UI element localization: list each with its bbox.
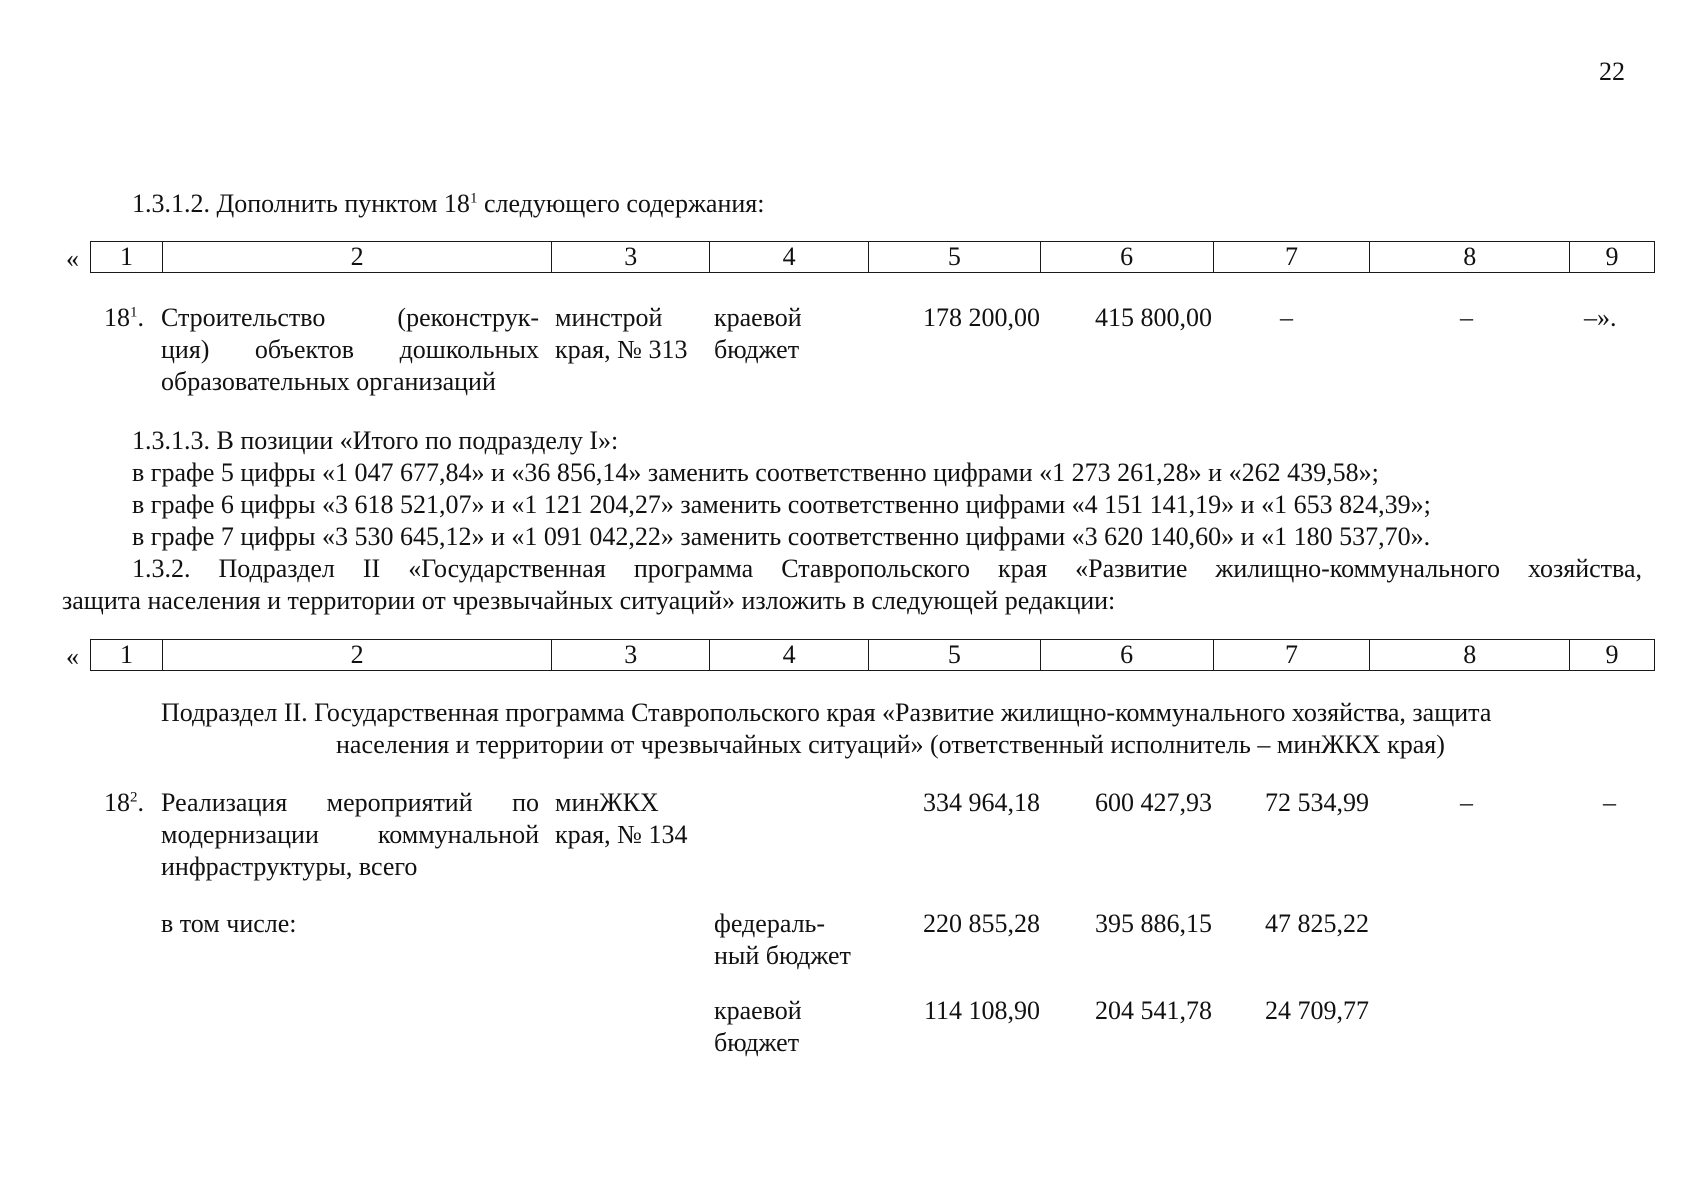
row-182-name-line: Реализация мероприятий по [161,788,539,817]
row-181-source [714,302,802,366]
column-number: 4 [710,640,869,670]
column-number: 4 [710,242,869,272]
row-181-source-line: краевой [714,303,802,332]
row-181-col7: – [1280,303,1293,332]
column-number-row [90,241,1655,273]
sub-row-regional-col5: 114 108,90 [923,996,1040,1025]
row-182-col9: – [1603,788,1616,817]
row-182-name [161,787,539,883]
row-181-name-line: ция) объектов дошкольных [161,335,539,364]
column-number: 9 [1605,242,1619,271]
column-number: 8 [1370,242,1570,272]
row-181-name [161,302,539,398]
row-182-col8: – [1460,788,1473,817]
column-number: 8 [1370,640,1570,670]
row-181-source-line: бюджет [714,335,800,364]
sub-row-regional-col6: 204 541,78 [1095,996,1212,1025]
column-number: 7 [1214,640,1371,670]
row-181-col9: –». [1584,303,1617,332]
column-number: 1 [91,242,163,272]
column-number: 5 [869,640,1041,670]
sub-row-source-line: федераль- [714,909,826,938]
row-181-executor [555,302,687,366]
column-number: 2 [163,242,553,272]
column-number: 3 [552,242,710,272]
column-number: 3 [552,640,710,670]
sub-row-federal-col5: 220 855,28 [923,909,1040,938]
sub-row-federal-col6: 395 886,15 [1095,909,1212,938]
open-quote: « [66,642,79,671]
column-number: 9 [1605,640,1619,669]
row-182-executor [555,787,687,851]
section-1313-line: в графе 7 цифры «3 530 645,12» и «1 091 042,22» заменить соответственно цифрами «3 620 140,60» и «1 180 537,70». [132,522,1431,551]
row-181-col8: – [1460,303,1473,332]
row-181-executor-line: края, № 313 [555,335,688,364]
subsection-ii-heading-line2: населения и территории от чрезвычайных ситуаций» (ответственный исполнитель – минЖКХ края) [336,730,1445,759]
section-1313-line: в графе 5 цифры «1 047 677,84» и «36 856,14» заменить соответственно цифрами «1 273 261,28» и «262 439,58»; [132,458,1379,487]
page-number: 22 [1599,57,1625,86]
row-181-name-line: образовательных организаций [161,367,496,396]
sub-row-regional-col7: 24 709,77 [1265,996,1369,1025]
section-1313-title: 1.3.1.3. В позиции «Итого по подразделу I»: [132,426,619,455]
section-1312-intro: 1.3.1.2. Дополнить пунктом $18^1$ следующего содержания: [132,189,765,218]
row-182-col6: 600 427,93 [1095,788,1212,817]
row-182-executor-line: края, № 134 [555,820,688,849]
column-number: 1 [91,640,163,670]
row-182-executor-line: минЖКХ [555,788,659,817]
sub-row-source-line: краевой [714,996,802,1025]
column-number: 5 [869,242,1041,272]
open-quote: « [66,244,79,273]
column-number-row [90,639,1655,671]
sub-row-source-line: ный бюджет [714,941,851,970]
row-182-col7: 72 534,99 [1265,788,1369,817]
row-182-name-line: модернизации коммунальной [161,820,539,849]
row-181-col5: 178 200,00 [923,303,1040,332]
sub-row-regional-source [714,995,802,1059]
section-1313-line: в графе 6 цифры «3 618 521,07» и «1 121 204,27» заменить соответственно цифрами «4 151 141,19» и «1 653 824,39»; [132,490,1431,519]
column-number: 6 [1041,242,1214,272]
column-number: 6 [1041,640,1214,670]
row-181-name-line: Строительство (реконструк- [161,303,539,332]
section-132-line: защита населения и территории от чрезвычайных ситуаций» изложить в следующей редакции: [62,586,1116,615]
row-182-name-line: инфраструктуры, всего [161,852,418,881]
row-182-number: $18^2$. [104,788,144,817]
sub-row-source-line: бюджет [714,1028,800,1057]
column-number: 2 [163,640,553,670]
row-181-number: $18^1$. [104,303,144,332]
section-132-line: 1.3.2. Подраздел II «Государственная программа Ставропольского края «Развитие жилищно-коммунального хозяйства, [132,554,1642,583]
row-182-col5: 334 964,18 [923,788,1040,817]
column-number: 7 [1214,242,1371,272]
sub-row-federal-source [714,908,851,972]
including-label: в том числе: [161,909,297,938]
subsection-ii-heading-line1: Подраздел II. Государственная программа Ставропольского края «Развитие жилищно-коммунального хозяйства, защита [161,698,1492,727]
sub-row-federal-col7: 47 825,22 [1265,909,1369,938]
row-181-executor-line: минстрой [555,303,663,332]
row-181-col6: 415 800,00 [1095,303,1212,332]
